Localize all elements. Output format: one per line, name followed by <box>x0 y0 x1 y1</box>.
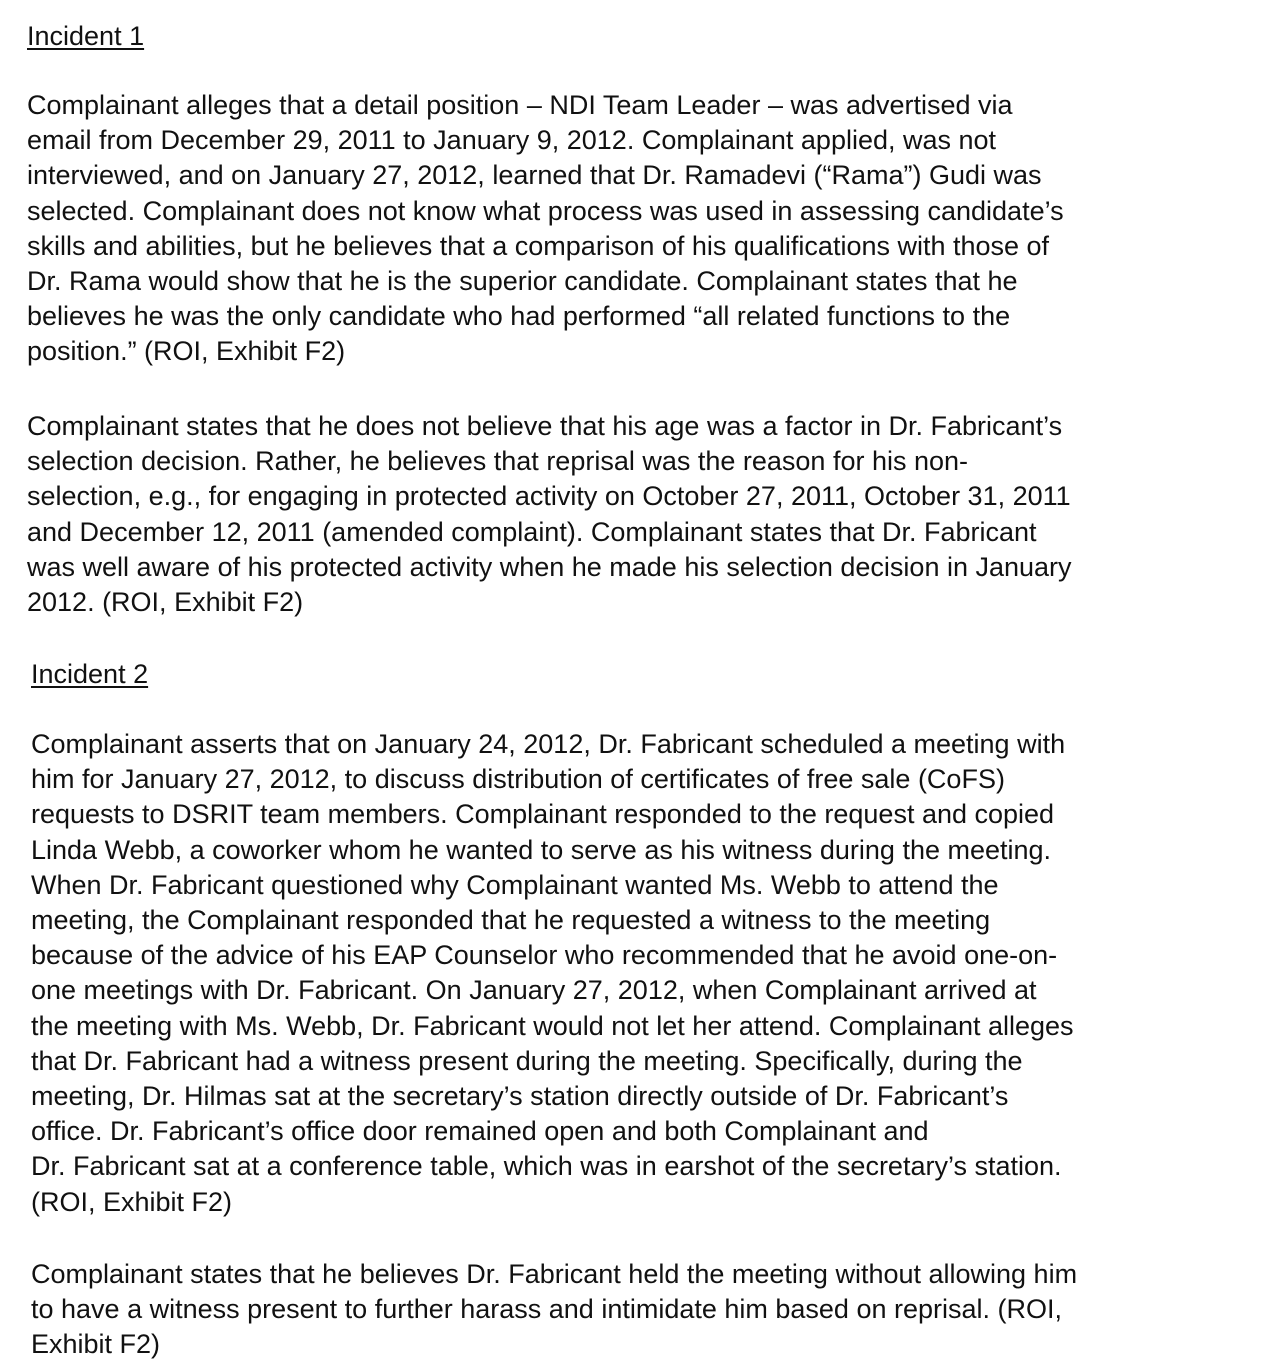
incident-2-heading: Incident 2 <box>31 659 149 689</box>
text-line: email from December 29, 2011 to January 9, 2012. Complainant applied, was not <box>27 125 997 156</box>
incident-2-paragraph-2 <box>31 1257 1077 1363</box>
text-line: requests to DSRIT team members. Complainant responded to the request and copied <box>31 799 1055 830</box>
text-line: Exhibit F2) <box>31 1329 161 1360</box>
text-line: Complainant alleges that a detail position – NDI Team Leader – was advertised via <box>27 90 1013 120</box>
text-line: meeting, the Complainant responded that he requested a witness to the meeting <box>31 905 991 936</box>
text-line: 2012. (ROI, Exhibit F2) <box>27 587 304 618</box>
incident-1-paragraph-2 <box>27 409 1072 620</box>
text-line: believes he was the only candidate who had performed “all related functions to the <box>27 301 1011 332</box>
text-line: that Dr. Fabricant had a witness present during the meeting. Specifically, during the <box>31 1045 1023 1076</box>
text-line: Complainant states that he does not believe that his age was a factor in Dr. Fabricant’s <box>27 411 1063 441</box>
text-line: the meeting with Ms. Webb, Dr. Fabricant would not let her attend. Complainant alleges <box>31 1010 1074 1041</box>
text-line: selection decision. Rather, he believes that reprisal was the reason for his non- <box>27 446 969 477</box>
text-line: selection, e.g., for engaging in protected activity on October 27, 2011, October 31, 2011 <box>27 481 1071 512</box>
text-line: (ROI, Exhibit F2) <box>31 1186 233 1217</box>
text-line: Complainant states that he believes Dr. Fabricant held the meeting without allowing him <box>31 1259 1078 1289</box>
text-line: Linda Webb, a coworker whom he wanted to serve as his witness during the meeting. <box>31 834 1052 865</box>
incident-1-paragraph-1 <box>27 88 1064 370</box>
text-line: office. Dr. Fabricant’s office door remained open and both Complainant and <box>31 1116 929 1147</box>
text-line: one meetings with Dr. Fabricant. On January 27, 2012, when Complainant arrived at <box>31 975 1037 1006</box>
text-line: interviewed, and on January 27, 2012, learned that Dr. Ramadevi (“Rama”) Gudi was <box>27 160 1042 191</box>
text-line: was well aware of his protected activity when he made his selection decision in January <box>27 551 1072 582</box>
text-line: him for January 27, 2012, to discuss distribution of certificates of free sale (CoFS) <box>31 764 1005 795</box>
text-line: Complainant asserts that on January 24, 2012, Dr. Fabricant scheduled a meeting with <box>31 729 1066 759</box>
incident-1-heading: Incident 1 <box>27 21 145 51</box>
text-line: meeting, Dr. Hilmas sat at the secretary’s station directly outside of Dr. Fabricant’s <box>31 1081 1009 1112</box>
text-line: position.” (ROI, Exhibit F2) <box>27 336 346 367</box>
text-line: skills and abilities, but he believes that a comparison of his qualifications with those of <box>27 230 1050 261</box>
text-line: because of the advice of his EAP Counselor who recommended that he avoid one-on- <box>31 940 1058 971</box>
text-line: and December 12, 2011 (amended complaint). Complainant states that Dr. Fabricant <box>27 516 1037 547</box>
text-line: selected. Complainant does not know what process was used in assessing candidate’s <box>27 195 1064 226</box>
text-line: Dr. Fabricant sat at a conference table, which was in earshot of the secretary’s station. <box>31 1151 1062 1182</box>
incident-2-paragraph-1 <box>31 727 1074 1220</box>
text-line: Dr. Rama would show that he is the superior candidate. Complainant states that he <box>27 266 1018 297</box>
text-line: When Dr. Fabricant questioned why Complainant wanted Ms. Webb to attend the <box>31 869 999 900</box>
text-line: to have a witness present to further harass and intimidate him based on reprisal. (ROI, <box>31 1294 1063 1325</box>
